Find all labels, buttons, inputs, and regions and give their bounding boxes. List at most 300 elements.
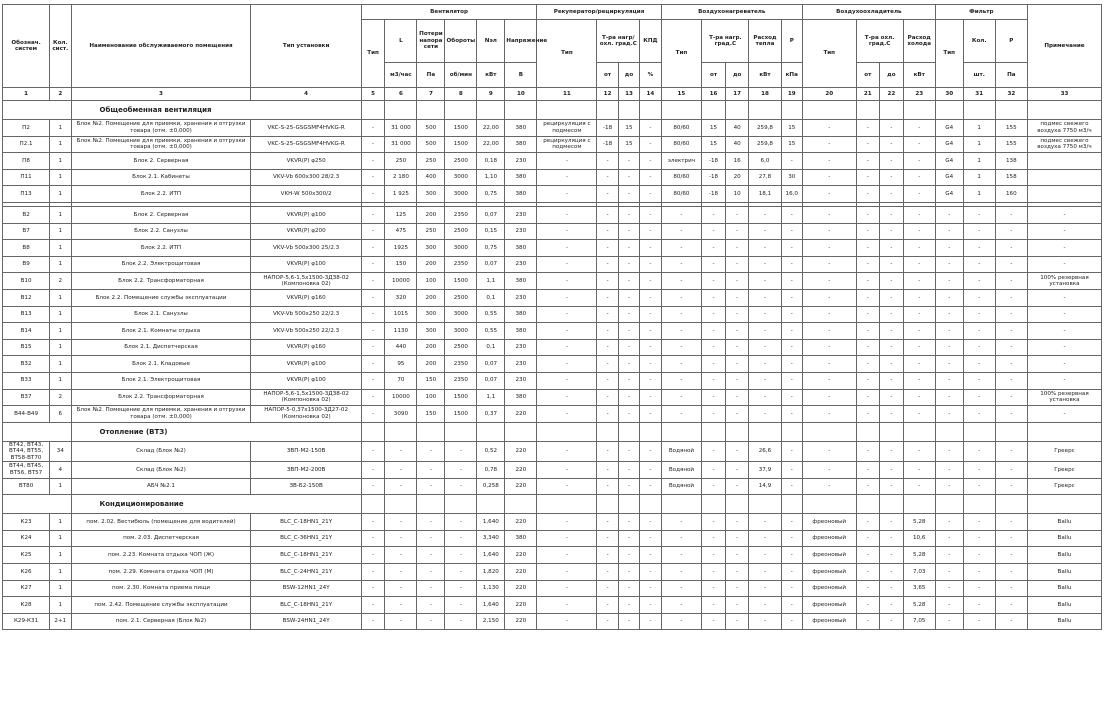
table-cell: -: [749, 256, 781, 273]
table-cell: НАПОР-5-0,37х1500-3Д27-02 (Компоновка 02): [251, 406, 361, 423]
table-cell: -: [618, 406, 639, 423]
table-cell: -: [661, 223, 702, 240]
table-cell: -: [802, 339, 856, 356]
table-cell: 1: [50, 153, 71, 170]
table-cell: -: [781, 563, 802, 580]
table-cell: -: [537, 289, 597, 306]
section-row: [3, 422, 1102, 441]
table-cell: 200: [417, 289, 445, 306]
table-cell: -: [903, 356, 935, 373]
table-cell: К27: [3, 580, 50, 597]
table-cell: -: [445, 580, 477, 597]
table-cell: -: [597, 372, 618, 389]
unit-cell: от: [597, 63, 618, 88]
column-number: 5: [361, 88, 385, 101]
table-cell: ВТ44, ВТ45, ВТ56, ВТ57: [3, 461, 50, 478]
empty-cell: [477, 101, 505, 120]
table-cell: VKVR(P) φ100: [251, 372, 361, 389]
table-cell: электрич: [661, 153, 702, 170]
table-cell: 2350: [445, 372, 477, 389]
table-cell: -: [856, 514, 880, 531]
table-cell: -: [640, 186, 661, 203]
fan-power: Nэл: [477, 20, 505, 63]
table-cell: -: [537, 372, 597, 389]
table-cell: BLC_C-36HN1_21Y: [251, 530, 361, 547]
cool-consumption: Расход холода: [903, 20, 935, 63]
table-cell: -: [702, 530, 726, 547]
table-cell: -: [935, 306, 963, 323]
table-cell: -: [963, 256, 995, 273]
table-cell: G4: [935, 136, 963, 153]
table-cell: -: [725, 441, 749, 461]
table-cell: 300: [417, 240, 445, 257]
table-cell: -: [537, 306, 597, 323]
table-cell: -: [781, 356, 802, 373]
table-cell: -: [935, 223, 963, 240]
table-cell: -: [702, 406, 726, 423]
table-row: [3, 153, 1102, 170]
table-cell: 1500: [445, 389, 477, 406]
table-cell: 1: [50, 530, 71, 547]
table-cell: -: [618, 563, 639, 580]
table-cell: -: [935, 580, 963, 597]
table-cell: 31 000: [385, 136, 417, 153]
empty-cell: [903, 101, 935, 120]
table-cell: НАПОР-5,6-1,5х1500-3ДЗ8-02 (Компоновка 02): [251, 273, 361, 290]
table-cell: 40: [725, 120, 749, 137]
table-cell: -: [618, 580, 639, 597]
table-cell: подмес свежего воздуха 7750 м3/ч: [1027, 136, 1101, 153]
table-cell: -: [597, 389, 618, 406]
table-cell: -: [725, 597, 749, 614]
table-row: [3, 206, 1102, 223]
empty-cell: [935, 101, 963, 120]
table-cell: 230: [505, 339, 537, 356]
table-cell: пом. 2.42. Помещение службы эксплуатации: [71, 597, 251, 614]
table-cell: -: [903, 240, 935, 257]
table-cell: -: [781, 547, 802, 564]
table-cell: -: [903, 372, 935, 389]
table-cell: -: [618, 273, 639, 290]
table-cell: -: [597, 580, 618, 597]
table-cell: 380: [505, 169, 537, 186]
table-cell: фреоновый: [802, 547, 856, 564]
column-number: 19: [781, 88, 802, 101]
table-cell: -: [880, 240, 904, 257]
table-cell: 2500: [445, 153, 477, 170]
table-cell: -: [597, 406, 618, 423]
table-cell: -: [903, 120, 935, 137]
table-cell: -: [597, 323, 618, 340]
empty-cell: [477, 495, 505, 514]
empty-cell: [385, 101, 417, 120]
table-cell: -: [537, 613, 597, 630]
table-cell: 1: [50, 306, 71, 323]
empty-cell: [477, 422, 505, 441]
table-cell: -: [903, 186, 935, 203]
table-cell: Блок №2. Помещение для приемки, хранения и отгрузки товара (отм. ±0,000): [71, 120, 251, 137]
table-cell: -: [856, 240, 880, 257]
table-cell: 230: [505, 206, 537, 223]
table-cell: -: [1027, 289, 1101, 306]
table-cell: -: [880, 389, 904, 406]
table-cell: -18: [702, 153, 726, 170]
group-heater: Воздухонагреватель: [661, 5, 802, 20]
column-number: 21: [856, 88, 880, 101]
table-cell: -: [856, 120, 880, 137]
table-cell: -: [725, 339, 749, 356]
table-cell: -: [537, 153, 597, 170]
table-cell: пом. 2.30. Комната приема пищи: [71, 580, 251, 597]
table-cell: -: [702, 339, 726, 356]
table-cell: -: [749, 613, 781, 630]
table-cell: -: [963, 240, 995, 257]
table-cell: -: [963, 356, 995, 373]
table-cell: -: [781, 323, 802, 340]
table-cell: -: [963, 273, 995, 290]
table-cell: -: [781, 406, 802, 423]
table-cell: 200: [417, 206, 445, 223]
empty-cell: [640, 422, 661, 441]
table-cell: -: [537, 339, 597, 356]
table-cell: -: [880, 372, 904, 389]
table-cell: -: [856, 289, 880, 306]
table-cell: 15: [702, 136, 726, 153]
section-title: Отопление (ВТЗ): [71, 422, 361, 441]
table-cell: -: [856, 580, 880, 597]
table-row: [3, 597, 1102, 614]
table-cell: 150: [385, 256, 417, 273]
table-cell: Ballu: [1027, 597, 1101, 614]
table-cell: -: [802, 441, 856, 461]
table-cell: -: [661, 356, 702, 373]
table-cell: 20: [725, 169, 749, 186]
table-row: [3, 240, 1102, 257]
table-cell: фреоновый: [802, 613, 856, 630]
table-cell: -: [661, 372, 702, 389]
table-cell: -: [702, 289, 726, 306]
table-cell: -: [725, 580, 749, 597]
table-cell: Ballu: [1027, 613, 1101, 630]
table-cell: -: [856, 478, 880, 495]
table-cell: -: [725, 530, 749, 547]
table-cell: -: [618, 306, 639, 323]
table-cell: -: [903, 306, 935, 323]
table-cell: ЗВП-М2-200В: [251, 461, 361, 478]
table-cell: -: [537, 206, 597, 223]
table-cell: -: [963, 206, 995, 223]
empty-cell: [505, 101, 537, 120]
table-cell: К28: [3, 597, 50, 614]
empty-cell: [880, 101, 904, 120]
table-cell: 100: [417, 389, 445, 406]
column-number: 18: [749, 88, 781, 101]
table-cell: -: [618, 356, 639, 373]
table-row: [3, 563, 1102, 580]
table-cell: 22,00: [477, 136, 505, 153]
fan-type: Тип: [361, 20, 385, 88]
col-room-name: Наименование обслуживаемого помещения: [71, 5, 251, 88]
table-cell: В10: [3, 273, 50, 290]
table-cell: -: [597, 441, 618, 461]
table-cell: -: [702, 597, 726, 614]
table-cell: -: [537, 256, 597, 273]
table-cell: -: [856, 153, 880, 170]
table-cell: 1: [50, 120, 71, 137]
unit-cell: до: [725, 63, 749, 88]
unit-cell: до: [618, 63, 639, 88]
column-number: 4: [251, 88, 361, 101]
table-cell: -: [781, 461, 802, 478]
table-cell: К29-К31: [3, 613, 50, 630]
table-cell: -: [802, 169, 856, 186]
empty-cell: [537, 101, 597, 120]
unit-cell: от: [856, 63, 880, 88]
table-cell: К25: [3, 547, 50, 564]
table-cell: -: [537, 169, 597, 186]
table-cell: -: [802, 323, 856, 340]
table-cell: -: [963, 597, 995, 614]
table-cell: -: [802, 389, 856, 406]
table-cell: -: [640, 389, 661, 406]
table-cell: 1,1: [477, 389, 505, 406]
table-cell: -: [661, 613, 702, 630]
table-cell: 300: [417, 186, 445, 203]
table-cell: Блок №2. Помещение для приемки, хранения и отгрузки товара (отм. ±0,000): [71, 406, 251, 423]
table-cell: -: [618, 389, 639, 406]
table-cell: 250: [417, 153, 445, 170]
table-cell: 1: [50, 223, 71, 240]
table-cell: -: [537, 223, 597, 240]
table-cell: -: [597, 613, 618, 630]
table-cell: -: [618, 186, 639, 203]
table-cell: -: [903, 289, 935, 306]
table-cell: ВТ80: [3, 478, 50, 495]
table-cell: -: [445, 478, 477, 495]
table-cell: -: [702, 563, 726, 580]
heat-temp: Т-ра нагр. град.С: [702, 20, 749, 63]
table-cell: 15: [781, 136, 802, 153]
table-cell: -: [725, 613, 749, 630]
rec-efficiency: КПД: [640, 20, 661, 63]
table-cell: -: [385, 563, 417, 580]
table-cell: -: [935, 256, 963, 273]
table-cell: -: [445, 514, 477, 531]
table-row: [3, 289, 1102, 306]
table-cell: В14: [3, 323, 50, 340]
table-cell: 220: [505, 441, 537, 461]
table-cell: В7: [3, 223, 50, 240]
table-row: [3, 441, 1102, 461]
table-row: [3, 306, 1102, 323]
table-cell: -: [856, 461, 880, 478]
table-cell: -: [445, 461, 477, 478]
table-cell: 158: [995, 169, 1027, 186]
table-cell: Блок 2. Серверная: [71, 153, 251, 170]
table-cell: -: [640, 206, 661, 223]
empty-cell: [597, 422, 618, 441]
table-cell: 27,8: [749, 169, 781, 186]
table-cell: -: [880, 563, 904, 580]
table-cell: -: [856, 441, 880, 461]
table-cell: 2500: [445, 223, 477, 240]
table-cell: 138: [995, 153, 1027, 170]
table-cell: -: [963, 547, 995, 564]
unit-cell: Па: [995, 63, 1027, 88]
table-cell: -: [618, 613, 639, 630]
table-cell: -: [725, 478, 749, 495]
table-cell: -: [702, 323, 726, 340]
table-cell: 4: [50, 461, 71, 478]
table-cell: 380: [505, 186, 537, 203]
table-cell: 259,8: [749, 120, 781, 137]
table-cell: 0,07: [477, 372, 505, 389]
table-cell: Гpеepс: [1027, 441, 1101, 461]
table-cell: -: [417, 547, 445, 564]
table-cell: 230: [505, 256, 537, 273]
table-cell: -: [880, 514, 904, 531]
empty-cell: [640, 101, 661, 120]
table-cell: 10000: [385, 273, 417, 290]
table-cell: VKC-S-25-GSGSMF4HVKG-R: [251, 120, 361, 137]
section-row: [3, 495, 1102, 514]
table-cell: -: [597, 597, 618, 614]
table-cell: -: [640, 256, 661, 273]
table-row: [3, 530, 1102, 547]
table-cell: -: [725, 206, 749, 223]
empty-cell: [935, 495, 963, 514]
table-cell: -: [361, 530, 385, 547]
table-row: [3, 613, 1102, 630]
table-cell: -: [597, 223, 618, 240]
table-cell: Гpеepс: [1027, 478, 1101, 495]
column-number: 17: [725, 88, 749, 101]
table-cell: 3,340: [477, 530, 505, 547]
group-cooler: Воздухоохладитель: [802, 5, 935, 20]
table-cell: Ballu: [1027, 580, 1101, 597]
table-cell: -: [856, 306, 880, 323]
table-cell: -: [903, 323, 935, 340]
table-cell: 1,10: [477, 169, 505, 186]
table-cell: 0,1: [477, 289, 505, 306]
table-cell: VKV-Vb 500х250 22/2.3: [251, 323, 361, 340]
table-row: [3, 547, 1102, 564]
empty-cell: [963, 101, 995, 120]
table-cell: -: [640, 372, 661, 389]
table-cell: В15: [3, 339, 50, 356]
empty-cell: [880, 495, 904, 514]
table-cell: VKV-Vb 500х250 22/2.3: [251, 306, 361, 323]
empty-cell: [725, 422, 749, 441]
table-cell: 1: [50, 289, 71, 306]
fan-pressure: Потери напора сети: [417, 20, 445, 63]
table-cell: -: [903, 169, 935, 186]
table-cell: 2500: [445, 289, 477, 306]
table-cell: 220: [505, 580, 537, 597]
empty-cell: [618, 422, 639, 441]
table-cell: В9: [3, 256, 50, 273]
table-cell: -: [417, 441, 445, 461]
table-cell: фреоновый: [802, 563, 856, 580]
empty-cell: [597, 495, 618, 514]
table-cell: Блок №2. Помещение для приемки, хранения и отгрузки товара (отм. ±0,000): [71, 136, 251, 153]
table-cell: -: [537, 461, 597, 478]
empty-cell: [445, 495, 477, 514]
empty-cell: [385, 495, 417, 514]
table-cell: -: [749, 580, 781, 597]
table-cell: -: [995, 547, 1027, 564]
table-cell: -: [963, 461, 995, 478]
empty-cell: [445, 101, 477, 120]
table-cell: -: [963, 406, 995, 423]
table-cell: VKVR(P) φ160: [251, 289, 361, 306]
table-cell: -: [935, 273, 963, 290]
table-cell: Водяной: [661, 441, 702, 461]
unit-cell: об/мин: [445, 63, 477, 88]
table-cell: Блок 2.2. Трансформаторная: [71, 273, 251, 290]
table-cell: -: [995, 514, 1027, 531]
table-cell: -18: [597, 136, 618, 153]
table-cell: -: [537, 478, 597, 495]
table-cell: -: [661, 289, 702, 306]
table-cell: -: [935, 530, 963, 547]
table-cell: 0,07: [477, 356, 505, 373]
table-cell: 100% резервная установка: [1027, 389, 1101, 406]
table-cell: G4: [935, 153, 963, 170]
table-cell: -: [361, 273, 385, 290]
table-cell: -: [781, 597, 802, 614]
table-cell: -: [597, 563, 618, 580]
section-row: [3, 101, 1102, 120]
table-cell: -: [880, 306, 904, 323]
empty-cell: [749, 422, 781, 441]
table-cell: VKVR(P) φ160: [251, 339, 361, 356]
table-cell: -: [361, 389, 385, 406]
table-cell: VKVR(P) φ100: [251, 206, 361, 223]
table-cell: 300: [417, 323, 445, 340]
table-cell: -: [417, 530, 445, 547]
unit-cell: м3/час: [385, 63, 417, 88]
empty-cell: [749, 101, 781, 120]
table-cell: -: [781, 256, 802, 273]
table-cell: -: [361, 461, 385, 478]
table-cell: 220: [505, 478, 537, 495]
empty-cell: [935, 422, 963, 441]
table-cell: -: [880, 256, 904, 273]
table-cell: -: [618, 514, 639, 531]
empty-cell: [856, 101, 880, 120]
table-cell: -: [903, 273, 935, 290]
table-cell: 0,18: [477, 153, 505, 170]
table-cell: -: [880, 120, 904, 137]
table-cell: 10000: [385, 389, 417, 406]
empty-cell: [995, 422, 1027, 441]
table-cell: -: [445, 441, 477, 461]
table-cell: -: [802, 240, 856, 257]
table-cell: -: [725, 223, 749, 240]
table-cell: -: [361, 613, 385, 630]
table-cell: -: [880, 339, 904, 356]
group-recuperator: Рекуператор/рециркуляция: [537, 5, 661, 20]
table-cell: 150: [417, 406, 445, 423]
table-cell: -: [935, 613, 963, 630]
table-cell: Блок 2.1. Санузлы: [71, 306, 251, 323]
table-cell: -: [995, 461, 1027, 478]
table-cell: -: [725, 461, 749, 478]
table-cell: 0,75: [477, 186, 505, 203]
table-cell: [1027, 169, 1101, 186]
table-cell: -: [749, 530, 781, 547]
